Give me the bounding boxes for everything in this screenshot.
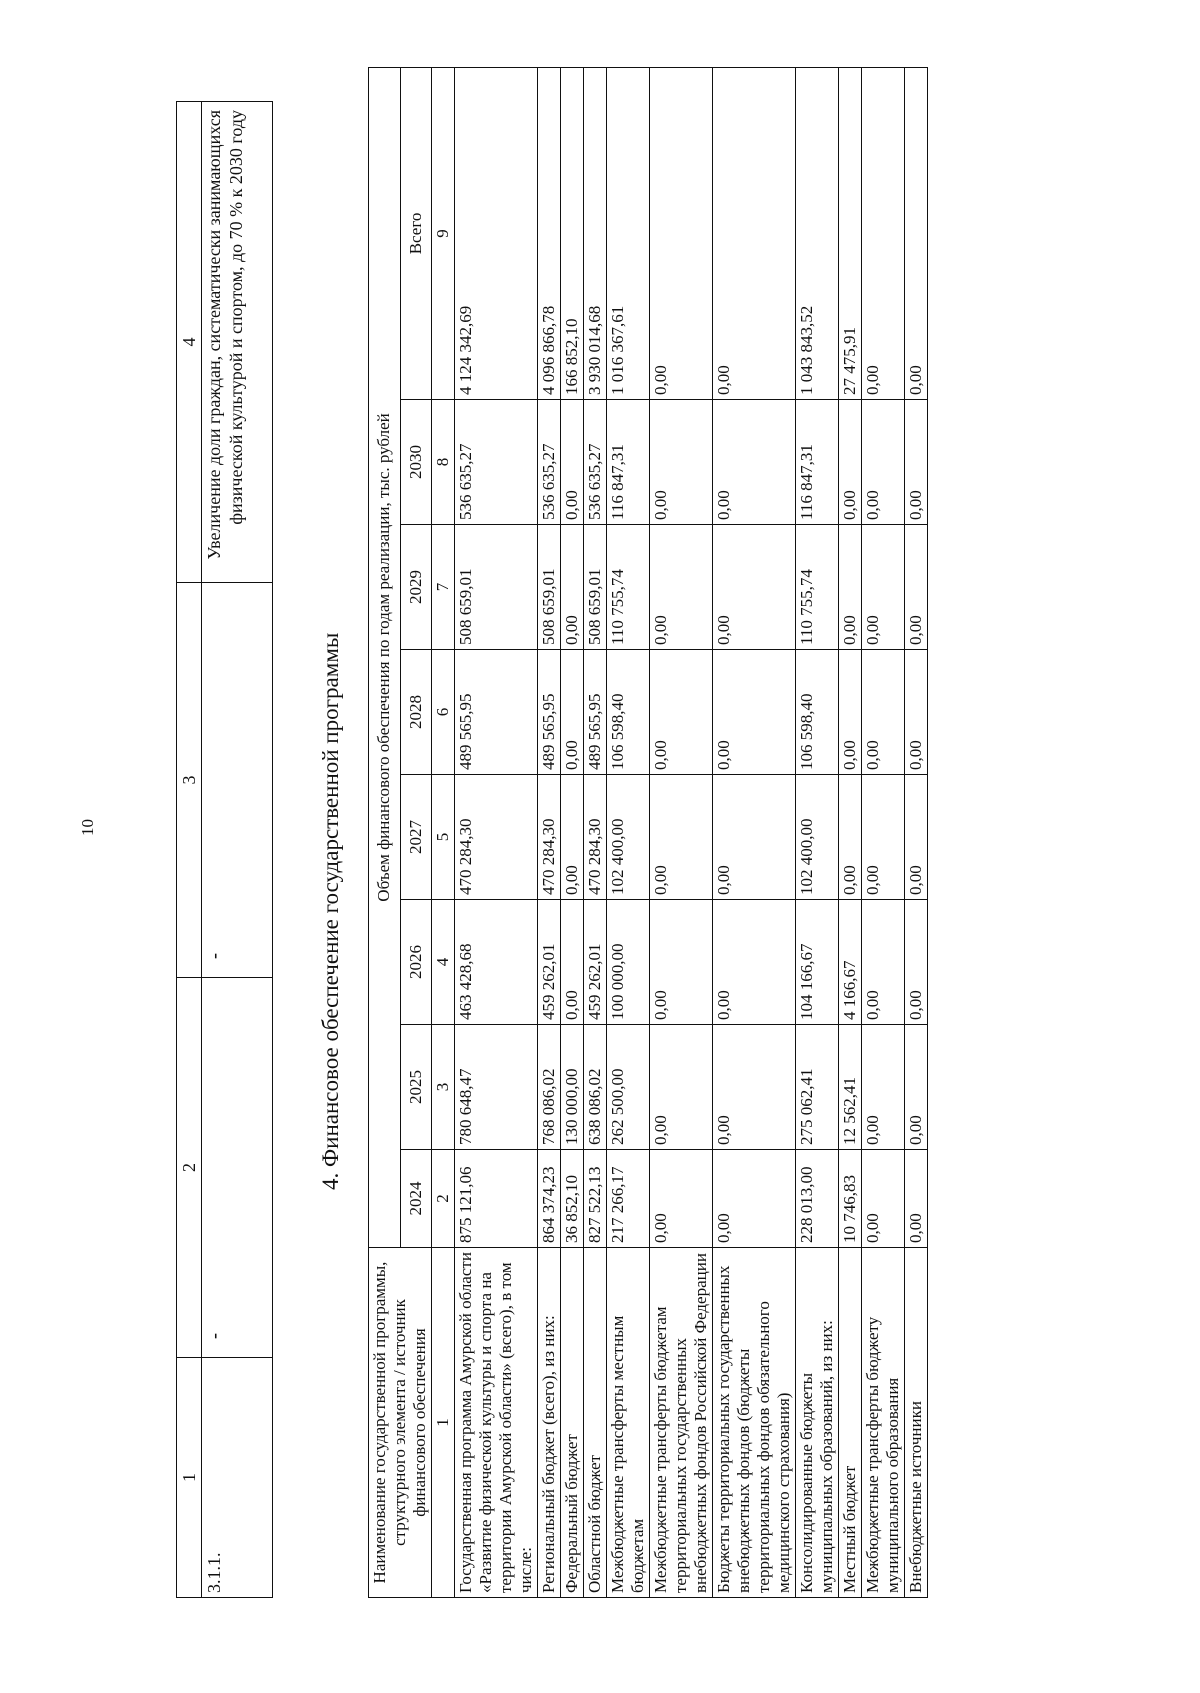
finance-row-value: 827 522,13 [584, 1150, 607, 1248]
finance-row [839, 67, 862, 1597]
finance-row-value: 0,00 [905, 400, 928, 525]
finance-row-value: 100 000,00 [607, 900, 650, 1025]
finance-row-total: 0,00 [862, 67, 905, 399]
finance-row-value: 228 013,00 [796, 1150, 839, 1248]
finance-row-value: 0,00 [713, 650, 796, 775]
finance-row-total: 1 016 367,61 [607, 67, 650, 399]
finance-row-value: 470 284,30 [455, 775, 538, 900]
finance-row-value: 0,00 [713, 1150, 796, 1248]
finance-row-value: 116 847,31 [607, 400, 650, 525]
goals-header-cell: 2 [177, 978, 202, 1358]
finance-row-total: 4 096 866,78 [538, 67, 561, 399]
finance-row-value: 536 635,27 [455, 400, 538, 525]
finance-row-value: 0,00 [905, 525, 928, 650]
finance-row-value: 0,00 [839, 400, 862, 525]
finance-row [455, 67, 538, 1597]
finance-row [796, 67, 839, 1597]
finance-row-name: Бюджеты территориальных государственных внебюджетных фондов (бюджеты территориальных фондов обязательного медицинского страхования) [713, 1248, 796, 1598]
finance-row-value: 0,00 [561, 650, 584, 775]
column-index: 3 [432, 1025, 455, 1150]
finance-row-value: 0,00 [905, 900, 928, 1025]
goals-row-goal: Увеличение доли граждан, систематически занимающихся физической культурой и спортом, до 70 % к 2030 году [202, 102, 273, 583]
finance-row-value: 0,00 [862, 400, 905, 525]
year-header: 2029 [400, 525, 432, 650]
finance-row [713, 67, 796, 1597]
column-index: 5 [432, 775, 455, 900]
finance-row-value: 0,00 [862, 650, 905, 775]
total-header: Всего [400, 67, 432, 399]
finance-row-value: 489 565,95 [584, 650, 607, 775]
finance-row-value: 10 746,83 [839, 1150, 862, 1248]
year-header: 2025 [400, 1025, 432, 1150]
finance-row-value: 0,00 [650, 775, 713, 900]
finance-row-value: 0,00 [905, 1025, 928, 1150]
finance-row-value: 508 659,01 [584, 525, 607, 650]
finance-row-value: 0,00 [713, 775, 796, 900]
finance-row-value: 262 500,00 [607, 1025, 650, 1150]
finance-row-value: 0,00 [650, 525, 713, 650]
finance-table-container [368, 67, 928, 1598]
finance-row-value: 768 086,02 [538, 1025, 561, 1150]
page-number: 10 [78, 819, 97, 836]
finance-row-value: 459 262,01 [584, 900, 607, 1025]
finance-row-value: 470 284,30 [584, 775, 607, 900]
finance-row-value: 0,00 [713, 1025, 796, 1150]
finance-row-name: Областной бюджет [584, 1248, 607, 1598]
goals-row-number: 3.1.1. [202, 1358, 273, 1598]
finance-row-value: 102 400,00 [796, 775, 839, 900]
finance-row-value: 875 121,06 [455, 1150, 538, 1248]
finance-row-value: 4 166,67 [839, 900, 862, 1025]
finance-row-value: 0,00 [713, 900, 796, 1025]
goals-row-cell: - [202, 978, 273, 1358]
year-header: 2024 [400, 1150, 432, 1248]
finance-row-value: 780 648,47 [455, 1025, 538, 1150]
finance-row-value: 0,00 [905, 650, 928, 775]
finance-row-value: 0,00 [862, 1150, 905, 1248]
finance-row-name: Межбюджетные трансферты бюджетам территориальных государственных внебюджетных фондов Российской Федерации [650, 1248, 713, 1598]
goals-header-cell: 1 [177, 1358, 202, 1598]
goals-header-cell: 3 [177, 583, 202, 978]
finance-row-total: 27 475,91 [839, 67, 862, 399]
year-header: 2028 [400, 650, 432, 775]
finance-row-value: 36 852,10 [561, 1150, 584, 1248]
column-index: 9 [432, 67, 455, 399]
finance-name-header: Наименование государственной программы, структурного элемента / источник финансового обеспечения [369, 1248, 432, 1598]
finance-row-value: 0,00 [561, 775, 584, 900]
finance-row-value: 0,00 [713, 400, 796, 525]
finance-row-value: 110 755,74 [607, 525, 650, 650]
goals-row-cell: - [202, 583, 273, 978]
finance-header-row [369, 67, 401, 1597]
finance-row-value: 0,00 [650, 1025, 713, 1150]
finance-row-total: 3 930 014,68 [584, 67, 607, 399]
finance-row-value: 275 062,41 [796, 1025, 839, 1150]
finance-row [538, 67, 561, 1597]
finance-row-value: 489 565,95 [538, 650, 561, 775]
finance-row-value: 116 847,31 [796, 400, 839, 525]
finance-row-value: 0,00 [839, 775, 862, 900]
finance-row-value: 0,00 [862, 775, 905, 900]
finance-row-value: 130 000,00 [561, 1025, 584, 1150]
column-index: 4 [432, 900, 455, 1025]
goals-table [176, 101, 273, 1598]
finance-row-total: 0,00 [713, 67, 796, 399]
finance-row-name: Консолидированные бюджеты муниципальных образований, из них: [796, 1248, 839, 1598]
finance-row-value: 0,00 [839, 650, 862, 775]
finance-row-name: Межбюджетные трансферты бюджету муниципального образования [862, 1248, 905, 1598]
finance-row-value: 106 598,40 [607, 650, 650, 775]
finance-row [561, 67, 584, 1597]
finance-row-value: 0,00 [650, 650, 713, 775]
finance-row-value: 0,00 [862, 900, 905, 1025]
finance-row-value: 0,00 [561, 400, 584, 525]
finance-row-name: Внебюджетные источники [905, 1248, 928, 1598]
finance-row-value: 0,00 [905, 775, 928, 900]
finance-row-value: 0,00 [862, 1025, 905, 1150]
finance-row-value: 0,00 [905, 1150, 928, 1248]
finance-row-value: 463 428,68 [455, 900, 538, 1025]
column-index: 6 [432, 650, 455, 775]
column-index: 2 [432, 1150, 455, 1248]
year-header: 2026 [400, 900, 432, 1025]
finance-row-value: 508 659,01 [538, 525, 561, 650]
year-header: 2030 [400, 400, 432, 525]
finance-row-value: 12 562,41 [839, 1025, 862, 1150]
finance-row-value: 102 400,00 [607, 775, 650, 900]
finance-row-total: 0,00 [650, 67, 713, 399]
finance-row-name: Межбюджетные трансферты местным бюджетам [607, 1248, 650, 1598]
finance-row-value: 0,00 [839, 525, 862, 650]
column-index: 7 [432, 525, 455, 650]
finance-index-row [432, 67, 455, 1597]
finance-row-value: 638 086,02 [584, 1025, 607, 1150]
finance-row-value: 106 598,40 [796, 650, 839, 775]
finance-row-value: 489 565,95 [455, 650, 538, 775]
goals-table-container [176, 101, 273, 1598]
finance-row-value: 0,00 [713, 525, 796, 650]
finance-row-total: 166 852,10 [561, 67, 584, 399]
finance-row-value: 864 374,23 [538, 1150, 561, 1248]
finance-row-value: 110 755,74 [796, 525, 839, 650]
finance-row-name: Государственная программа Амурской области «Развитие физической культуры и спорта на территории Амурской области» (всего), в том числе: [455, 1248, 538, 1598]
finance-row-total: 0,00 [905, 67, 928, 399]
finance-row-value: 536 635,27 [538, 400, 561, 525]
finance-row-total: 4 124 342,69 [455, 67, 538, 399]
finance-row-name: Федеральный бюджет [561, 1248, 584, 1598]
finance-row-value: 0,00 [561, 525, 584, 650]
finance-row-value: 0,00 [862, 525, 905, 650]
goals-header-cell: 4 [177, 102, 202, 583]
finance-row-name: Местный бюджет [839, 1248, 862, 1598]
finance-row [905, 67, 928, 1597]
finance-row-value: 217 266,17 [607, 1150, 650, 1248]
finance-row-value: 0,00 [650, 900, 713, 1025]
column-index: 1 [432, 1248, 455, 1598]
goals-row [202, 102, 273, 1598]
section-title: 4. Финансовое обеспечение государственной программы [318, 632, 343, 1190]
finance-row-value: 459 262,01 [538, 900, 561, 1025]
finance-row [584, 67, 607, 1597]
goals-header-row [177, 102, 202, 1598]
finance-row-value: 0,00 [650, 400, 713, 525]
finance-row [862, 67, 905, 1597]
finance-row-name: Региональный бюджет (всего), из них: [538, 1248, 561, 1598]
column-index: 8 [432, 400, 455, 525]
year-header: 2027 [400, 775, 432, 900]
finance-row-value: 536 635,27 [584, 400, 607, 525]
finance-row-value: 508 659,01 [455, 525, 538, 650]
finance-row-value: 470 284,30 [538, 775, 561, 900]
finance-row [650, 67, 713, 1597]
finance-row-value: 104 166,67 [796, 900, 839, 1025]
finance-row-value: 0,00 [561, 900, 584, 1025]
finance-table [368, 67, 928, 1598]
finance-row-value: 0,00 [650, 1150, 713, 1248]
finance-row-total: 1 043 843,52 [796, 67, 839, 399]
finance-volume-header: Объем финансового обеспечения по годам реализации, тыс. рублей [369, 67, 401, 1247]
finance-row [607, 67, 650, 1597]
